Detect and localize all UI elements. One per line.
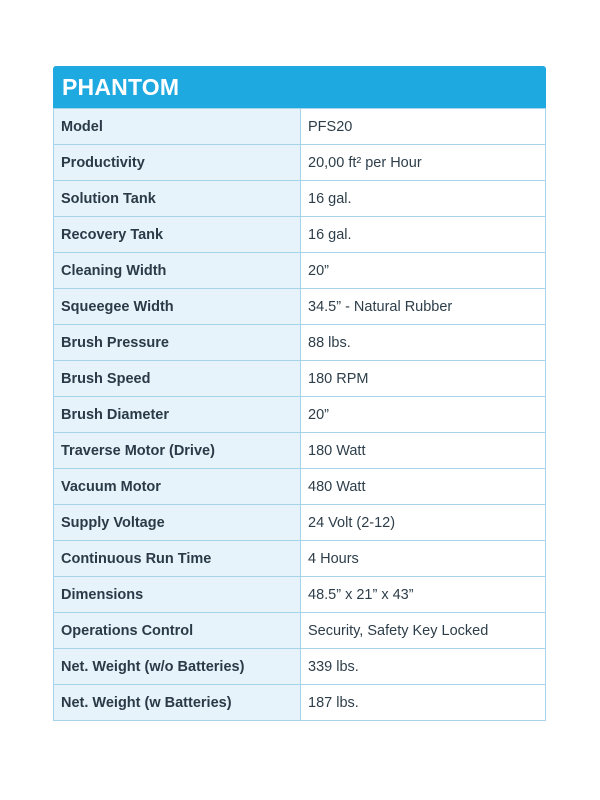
spec-label: Brush Pressure — [54, 325, 301, 361]
spec-label: Productivity — [54, 145, 301, 181]
spec-card — [53, 66, 546, 721]
spec-row — [54, 649, 546, 685]
spec-label: Cleaning Width — [54, 253, 301, 289]
spec-value: 180 Watt — [301, 433, 546, 469]
spec-label: Supply Voltage — [54, 505, 301, 541]
spec-value: PFS20 — [301, 109, 546, 145]
spec-value: 339 lbs. — [301, 649, 546, 685]
spec-value: 4 Hours — [301, 541, 546, 577]
spec-row — [54, 433, 546, 469]
spec-label: Brush Diameter — [54, 397, 301, 433]
spec-row — [54, 505, 546, 541]
spec-value: 20,00 ft² per Hour — [301, 145, 546, 181]
spec-value: 48.5” x 21” x 43” — [301, 577, 546, 613]
spec-label: Operations Control — [54, 613, 301, 649]
spec-row — [54, 577, 546, 613]
spec-row — [54, 361, 546, 397]
spec-row — [54, 469, 546, 505]
spec-label: Brush Speed — [54, 361, 301, 397]
spec-value: 16 gal. — [301, 181, 546, 217]
spec-row — [54, 217, 546, 253]
spec-table — [53, 108, 546, 721]
spec-label: Traverse Motor (Drive) — [54, 433, 301, 469]
spec-row — [54, 541, 546, 577]
spec-value: 16 gal. — [301, 217, 546, 253]
spec-value: 480 Watt — [301, 469, 546, 505]
spec-value: 180 RPM — [301, 361, 546, 397]
spec-row — [54, 685, 546, 721]
spec-row — [54, 181, 546, 217]
spec-row — [54, 289, 546, 325]
product-title: PHANTOM — [62, 73, 180, 100]
spec-value: 88 lbs. — [301, 325, 546, 361]
spec-row — [54, 145, 546, 181]
spec-label: Recovery Tank — [54, 217, 301, 253]
spec-label: Net. Weight (w Batteries) — [54, 685, 301, 721]
spec-table-body — [54, 109, 546, 721]
spec-label: Model — [54, 109, 301, 145]
spec-label: Solution Tank — [54, 181, 301, 217]
spec-label: Vacuum Motor — [54, 469, 301, 505]
spec-row — [54, 325, 546, 361]
spec-value: 20” — [301, 253, 546, 289]
spec-value: 20” — [301, 397, 546, 433]
spec-value: 34.5” - Natural Rubber — [301, 289, 546, 325]
spec-row — [54, 109, 546, 145]
spec-row — [54, 613, 546, 649]
spec-label: Dimensions — [54, 577, 301, 613]
spec-header — [53, 66, 546, 108]
spec-value: Security, Safety Key Locked — [301, 613, 546, 649]
spec-label: Net. Weight (w/o Batteries) — [54, 649, 301, 685]
spec-label: Continuous Run Time — [54, 541, 301, 577]
spec-value: 24 Volt (2-12) — [301, 505, 546, 541]
spec-label: Squeegee Width — [54, 289, 301, 325]
spec-row — [54, 397, 546, 433]
spec-value: 187 lbs. — [301, 685, 546, 721]
spec-row — [54, 253, 546, 289]
